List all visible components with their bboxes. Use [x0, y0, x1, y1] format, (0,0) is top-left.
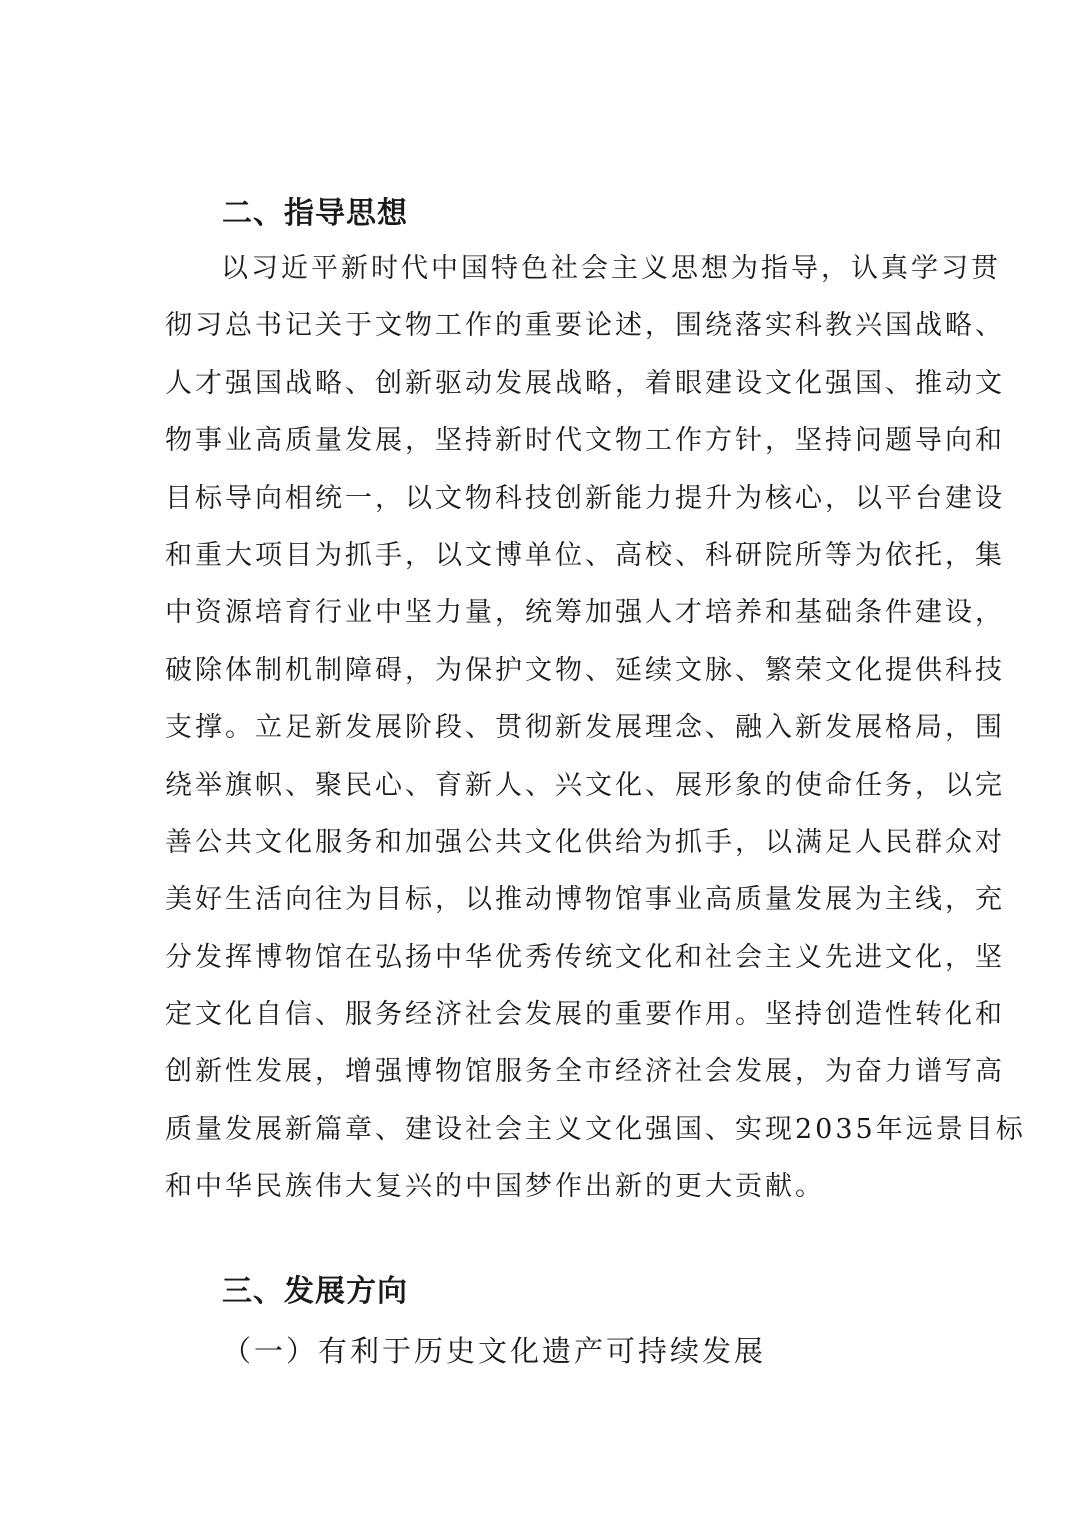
paragraph-line: 支撑。立足新发展阶段、贯彻新发展理念、融入新发展格局，围	[165, 712, 1005, 744]
guiding-ideology-paragraph	[165, 240, 1026, 1216]
paragraph-line: 目标导向相统一，以文物科技创新能力提升为核心，以平台建设	[165, 482, 1005, 514]
paragraph-line: 善公共文化服务和加强公共文化供给为抓手，以满足人民群众对	[165, 826, 1005, 858]
paragraph-line: 定文化自信、服务经济社会发展的重要作用。坚持创造性转化和	[165, 999, 1005, 1031]
paragraph-line: 和重大项目为抓手，以文博单位、高校、科研院所等为依托，集	[165, 539, 1005, 571]
paragraph-line: 以习近平新时代中国特色社会主义思想为指导，认真学习贯	[221, 253, 1001, 284]
paragraph-line: 美好生活向往为目标，以推动博物馆事业高质量发展为主线，充	[165, 884, 1005, 916]
paragraph-line: 绕举旗帜、聚民心、育新人、兴文化、展形象的使命任务，以完	[165, 769, 1005, 801]
paragraph-line: 和中华民族伟大复兴的中国梦作出新的更大贡献。	[165, 1171, 825, 1203]
paragraph-line: 创新性发展，增强博物馆服务全市经济社会发展，为奋力谱写高	[165, 1056, 1005, 1088]
paragraph-line: 质量发展新篇章、建设社会主义文化强国、实现2035年远景目标	[165, 1113, 1026, 1145]
section-heading-guiding-ideology: 二、指导思想	[222, 196, 408, 231]
paragraph-line: 分发挥博物馆在弘扬中华优秀传统文化和社会主义先进文化，坚	[165, 941, 1005, 973]
paragraph-line: 物事业高质量发展，坚持新时代文物工作方针，坚持问题导向和	[165, 425, 1005, 457]
section-heading-development-direction: 三、发展方向	[222, 1274, 408, 1309]
paragraph-line: 中资源培育行业中坚力量，统筹加强人才培养和基础条件建设，	[165, 597, 1005, 629]
paragraph-line: 彻习总书记关于文物工作的重要论述，围绕落实科教兴国战略、	[165, 310, 1005, 342]
paragraph-line: 破除体制机制障碍，为保护文物、延续文脉、繁荣文化提供科技	[165, 654, 1005, 686]
subsection-heading-heritage: （一）有利于历史文化遗产可持续发展	[222, 1334, 767, 1368]
paragraph-line: 人才强国战略、创新驱动发展战略，着眼建设文化强国、推动文	[165, 367, 1005, 399]
